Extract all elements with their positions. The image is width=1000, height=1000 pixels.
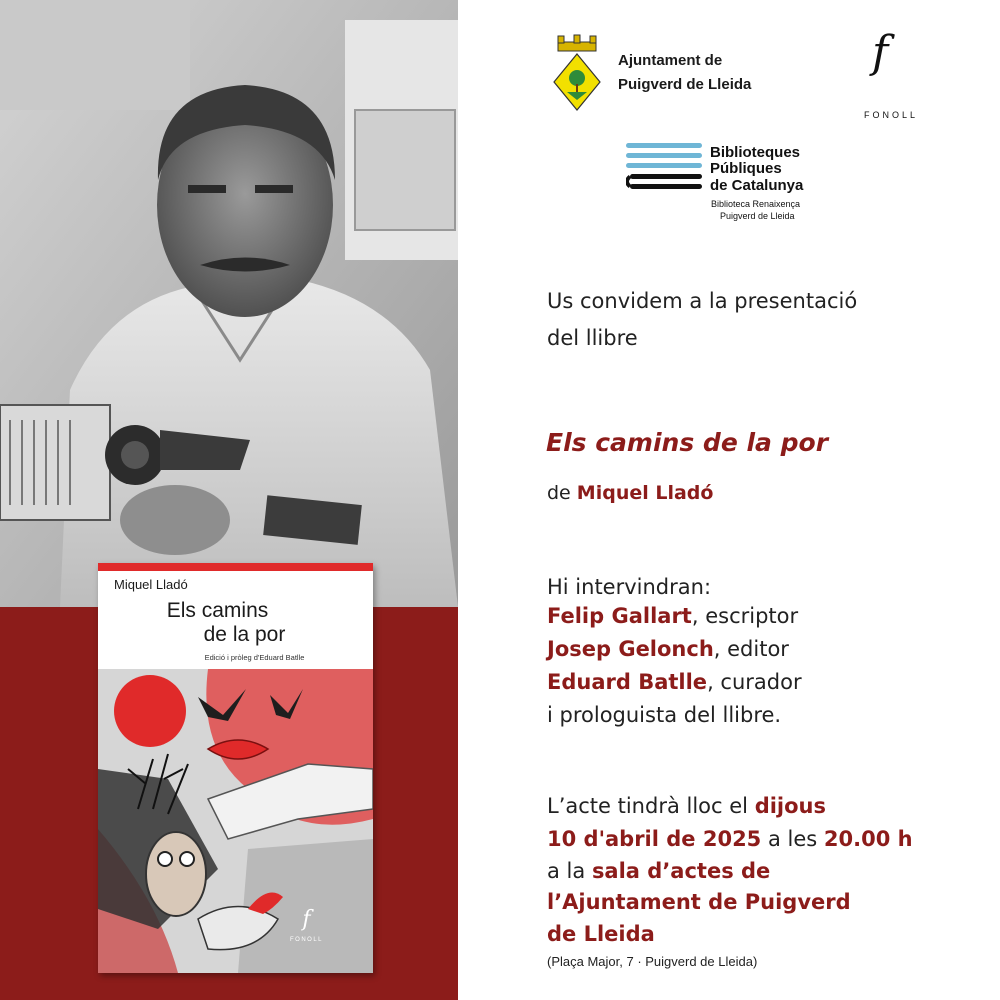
biblioteques-name-line3: de Catalunya <box>710 177 804 194</box>
event-venue-2: l’Ajuntament de Puigverd <box>547 890 851 914</box>
book-cover <box>98 563 373 973</box>
author-photo-image <box>0 0 458 607</box>
book-byline <box>547 480 713 506</box>
byline-prefix: de <box>547 482 577 504</box>
book-cover-publisher: FONOLL <box>289 937 323 943</box>
left-column <box>0 0 458 1000</box>
speaker-3-role: , curador <box>707 670 802 694</box>
book-cover-subtitle: Edició i pròleg d'Eduard Batlle <box>204 653 305 662</box>
event-venue-1: sala d’actes de <box>591 859 771 883</box>
book-cover-title-line1: Els camins <box>166 599 269 622</box>
event-venue-3: de Lleida <box>547 922 655 946</box>
fonoll-logo-mark: f <box>872 27 889 78</box>
book-cover-top-bar <box>98 563 373 571</box>
biblioteca-name: Biblioteca Renaixença <box>711 199 801 209</box>
invite-line2: del llibre <box>547 326 638 350</box>
event-line2 <box>547 826 913 852</box>
event-line3 <box>547 858 770 884</box>
book-cover-author: Miquel Lladó <box>114 577 188 592</box>
speaker-1 <box>547 603 798 629</box>
ajuntament-coat-of-arms-icon <box>552 34 602 114</box>
book-cover-title-line2: de la por <box>203 623 286 646</box>
byline-author: Miquel Lladó <box>576 482 714 504</box>
event-day: dijous <box>754 794 826 818</box>
biblioteques-name-line1: Biblioteques <box>710 144 801 161</box>
speaker-1-role: , escriptor <box>691 604 799 628</box>
speaker-2 <box>547 636 789 662</box>
event-date: 10 d'abril de 2025 <box>547 827 762 851</box>
biblioteques-name-line2: Públiques <box>710 160 782 177</box>
event-time: 20.00 h <box>823 827 913 851</box>
fonoll-logo-word: FONOLL <box>864 110 919 120</box>
event-intro: L’acte tindrà lloc el <box>547 794 755 818</box>
book-cover-publisher-mark: f <box>302 907 311 932</box>
biblioteca-location: Puigverd de Lleida <box>720 211 795 221</box>
event-venue-prefix: a la <box>547 859 592 883</box>
invite-line1: Us convidem a la presentació <box>547 289 858 313</box>
speakers-intro: Hi intervindran: <box>547 575 712 599</box>
speaker-3-role-cont: i prologuista del llibre. <box>547 703 782 727</box>
ajuntament-name-line1: Ajuntament de <box>618 52 723 69</box>
speaker-2-name: Josep Gelonch <box>547 637 714 661</box>
event-time-prefix: a les <box>761 827 824 851</box>
biblioteques-logo-icon <box>626 143 702 193</box>
event-address: (Plaça Major, 7 · Puigverd de Lleida) <box>547 954 758 969</box>
author-photo <box>0 0 458 607</box>
speaker-2-role: , editor <box>713 637 789 661</box>
ajuntament-name-line2: Puigverd de Lleida <box>618 76 752 93</box>
speaker-3 <box>547 669 802 695</box>
speaker-1-name: Felip Gallart <box>547 604 692 628</box>
book-title: Els camins de la por <box>546 428 829 457</box>
event-line1 <box>547 793 826 819</box>
speaker-3-name: Eduard Batlle <box>547 670 708 694</box>
